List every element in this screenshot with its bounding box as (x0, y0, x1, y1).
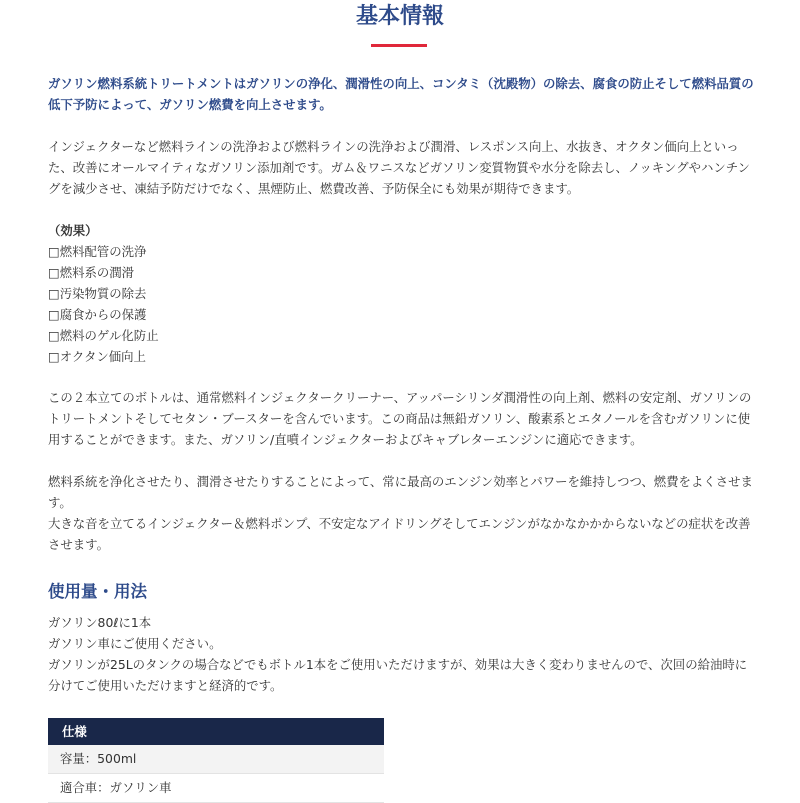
spec-table (48, 718, 384, 803)
effects-item: □燃料配管の洗浄 (48, 244, 147, 259)
effects-item: □燃料のゲル化防止 (48, 328, 159, 343)
effects-item: □オクタン価向上 (48, 349, 146, 364)
spec-header-row (48, 718, 384, 745)
lead-paragraph: ガソリン燃料系統トリートメントはガソリンの浄化、潤滑性の向上、コンタミ（沈殿物）の除去、腐食の防止そして燃料品質の低下予防によって、ガソリン燃費を向上させます。 (48, 76, 754, 112)
effects-heading: （効果） (48, 223, 98, 238)
description-paragraph-3: 燃料系統を浄化させたり、潤滑させたりすることによって、常に最高のエンジン効率とパワーを維持しつつ、燃費をよくさせます。 大きな音を立てるインジェクター＆燃料ポンプ、不安定なアイドリングそしてエンジンがなかなかかからないなどの症状を改善させます。 (48, 474, 753, 552)
spec-capacity: 容量：500ml (48, 745, 384, 774)
effects-item: □腐食からの保護 (48, 307, 147, 322)
usage-text (48, 612, 754, 696)
usage-heading: 使用量・用法 (48, 582, 147, 601)
table-row (48, 774, 384, 803)
usage-line: ガソリン車にご使用ください。 (48, 636, 222, 651)
spec-compatible-vehicle: 適合車：ガソリン車 (48, 774, 384, 803)
usage-line: ガソリンが25Lのタンクの場合などでもボトル1本をご使用いただけますが、効果は大きく変わりませんので、次回の給油時に分けてご使用いただけますと経済的です。 (48, 657, 748, 693)
page-title: 基本情報 (355, 4, 444, 29)
title-underline (371, 44, 427, 47)
effects-list (48, 241, 159, 367)
effects-item: □汚染物質の除去 (48, 286, 147, 301)
description-paragraph-2: この２本立てのボトルは、通常燃料インジェクタークリーナー、アッパーシリンダ潤滑性の向上剤、燃料の安定剤、ガソリンのトリートメントそしてセタン・ブースターを含んでいます。この商品は無鉛ガソリン、酸素系とエタノールを含むガソリンに使用することができます。また、ガソリン/直噴インジェクターおよびキャブレターエンジンに適応できます。 (48, 390, 752, 447)
description-paragraph-1: インジェクターなど燃料ラインの洗浄および燃料ラインの洗浄および潤滑、レスポンス向上、水抜き、オクタン価向上といった、改善にオールマイティなガソリン添加剤です。ガム＆ワニスなどガソリン変質物質や水分を除去し、ノッキングやハンチングを減少させ、凍結予防だけでなく、黒煙防止、燃費改善、予防保全にも効果が期待できます。 (48, 139, 750, 196)
spec-header: 仕様 (48, 718, 384, 745)
effects-item: □燃料系の潤滑 (48, 265, 135, 280)
table-row (48, 745, 384, 774)
usage-line: ガソリン80ℓに1本 (48, 615, 152, 630)
